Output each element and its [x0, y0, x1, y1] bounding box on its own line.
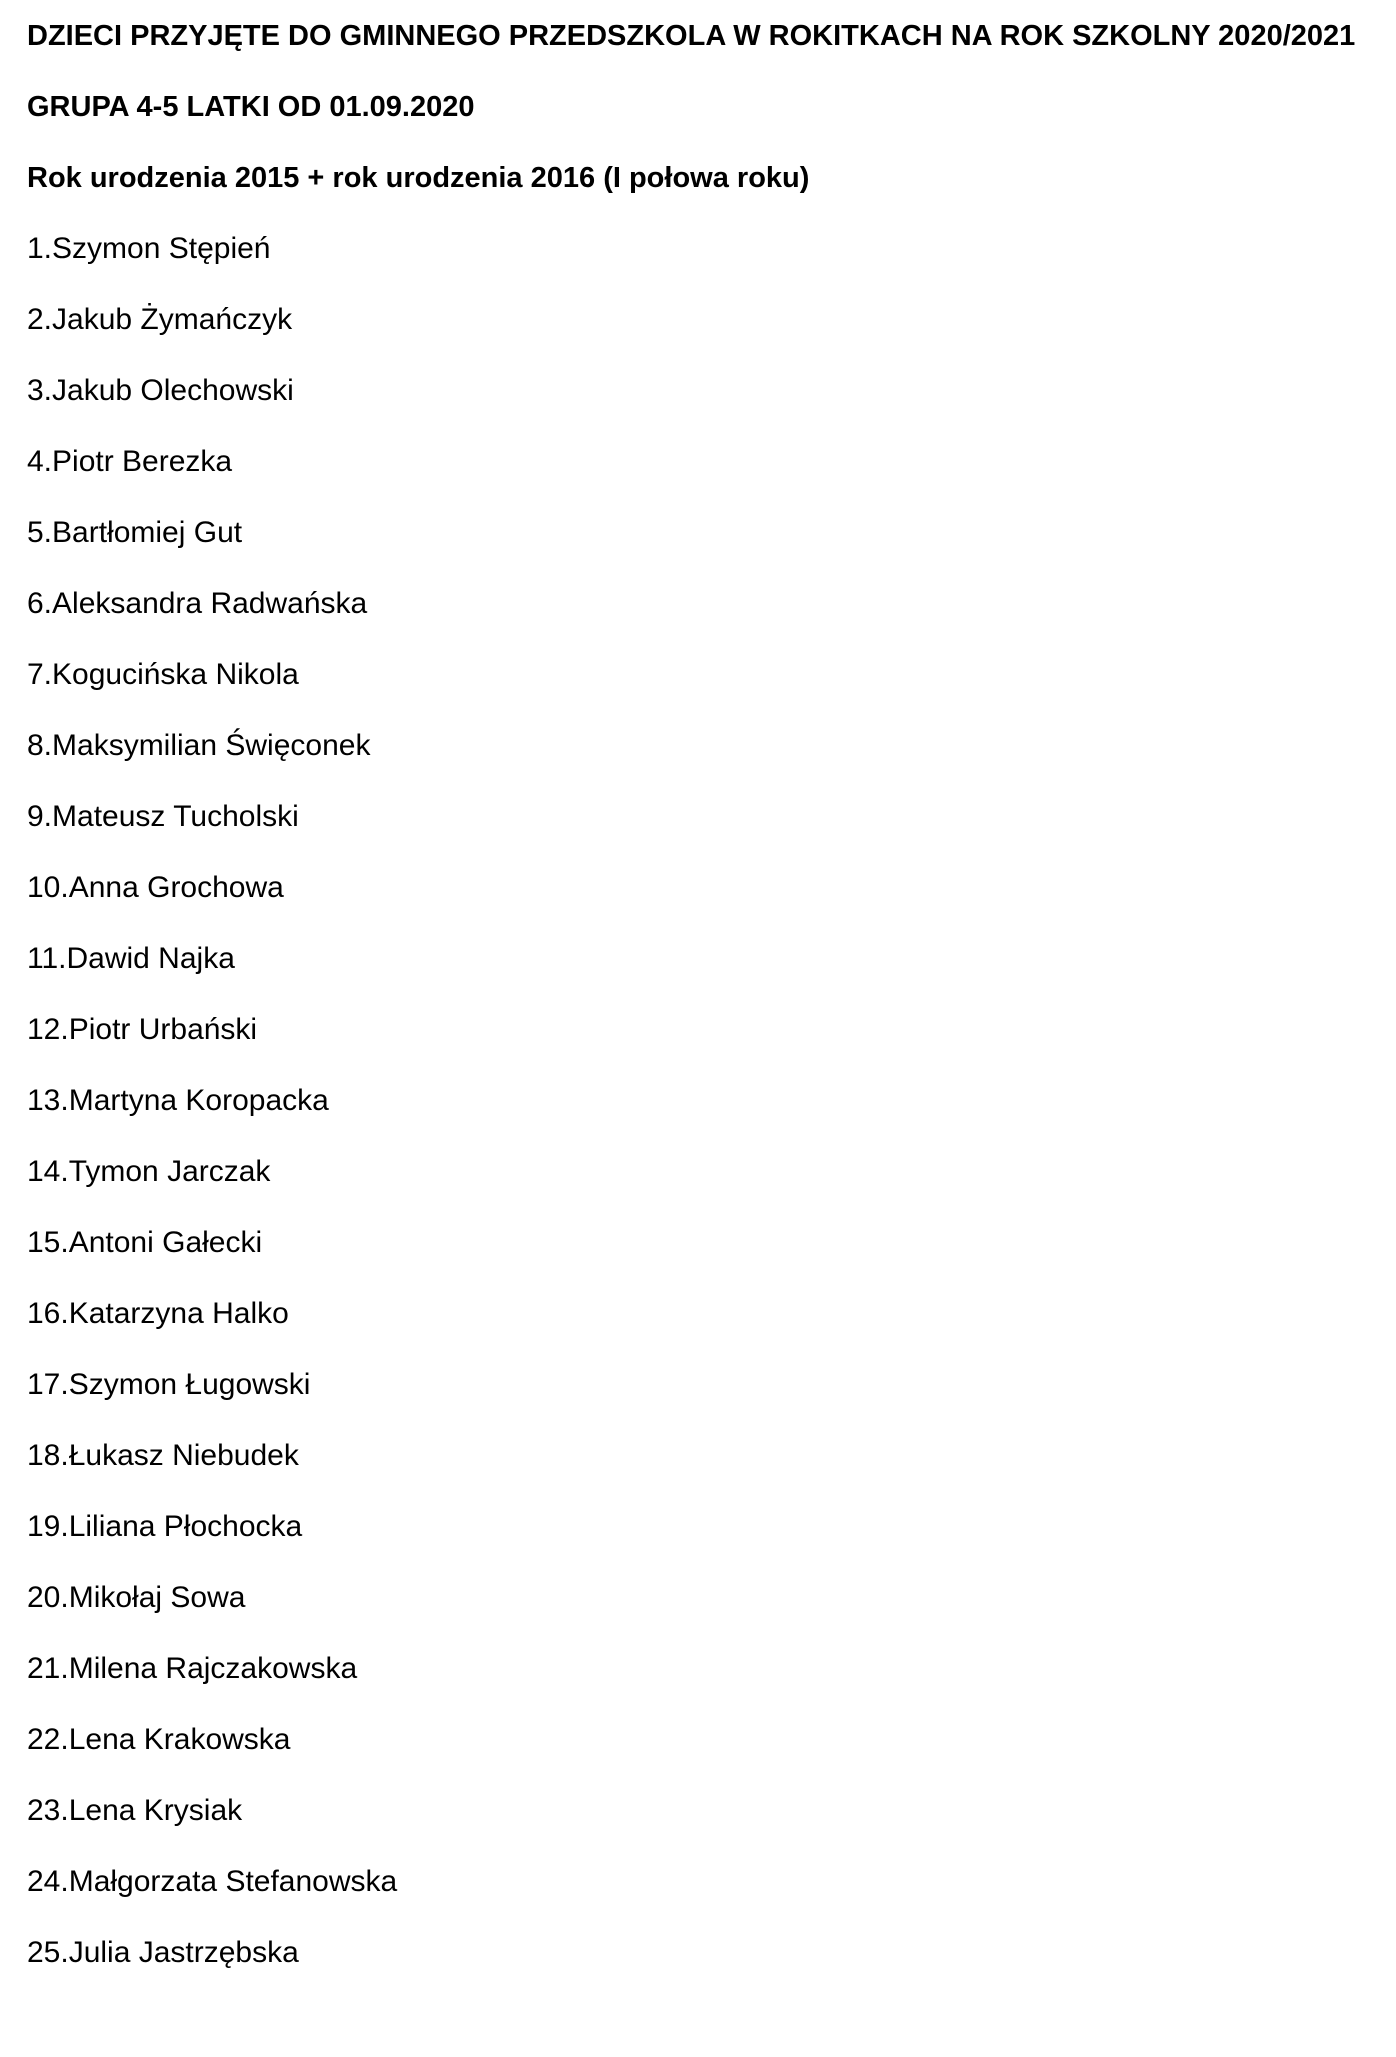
list-item: 23.Lena Krysiak	[27, 1794, 243, 1827]
document-page	[27, 14, 1367, 2002]
list-item: 1.Szymon Stępień	[27, 232, 271, 265]
list-item: 2.Jakub Żymańczyk	[27, 303, 293, 336]
list-item: 17.Szymon Ługowski	[27, 1368, 311, 1401]
birth-year-subtitle: Rok urodzenia 2015 + rok urodzenia 2016 (I połowa roku)	[27, 162, 810, 194]
list-item: 16.Katarzyna Halko	[27, 1297, 289, 1330]
list-item: 22.Lena Krakowska	[27, 1723, 291, 1756]
document-title: DZIECI PRZYJĘTE DO GMINNEGO PRZEDSZKOLA W ROKITKACH NA ROK SZKOLNY 2020/2021	[27, 20, 1356, 52]
list-item: 11.Dawid Najka	[27, 942, 235, 975]
list-item: 4.Piotr Berezka	[27, 445, 233, 478]
list-item: 20.Mikołaj Sowa	[27, 1581, 246, 1614]
list-item: 14.Tymon Jarczak	[27, 1155, 271, 1188]
list-item: 24.Małgorzata Stefanowska	[27, 1865, 398, 1898]
children-list	[27, 227, 1367, 2002]
list-item: 15.Antoni Gałecki	[27, 1226, 263, 1259]
list-item: 12.Piotr Urbański	[27, 1013, 258, 1046]
list-item: 9.Mateusz Tucholski	[27, 800, 299, 833]
list-item: 21.Milena Rajczakowska	[27, 1652, 358, 1685]
list-item: 19.Liliana Płochocka	[27, 1510, 303, 1543]
list-item: 18.Łukasz Niebudek	[27, 1439, 299, 1472]
list-item: 6.Aleksandra Radwańska	[27, 587, 368, 620]
list-item: 10.Anna Grochowa	[27, 871, 284, 904]
list-item: 8.Maksymilian Święconek	[27, 729, 371, 762]
list-item: 3.Jakub Olechowski	[27, 374, 294, 407]
list-item: 5.Bartłomiej Gut	[27, 516, 243, 549]
list-item: 13.Martyna Koropacka	[27, 1084, 329, 1117]
list-item: 25.Julia Jastrzębska	[27, 1936, 299, 1969]
list-item: 7.Kogucińska Nikola	[27, 658, 299, 691]
group-heading: GRUPA 4-5 LATKI OD 01.09.2020	[27, 91, 475, 123]
